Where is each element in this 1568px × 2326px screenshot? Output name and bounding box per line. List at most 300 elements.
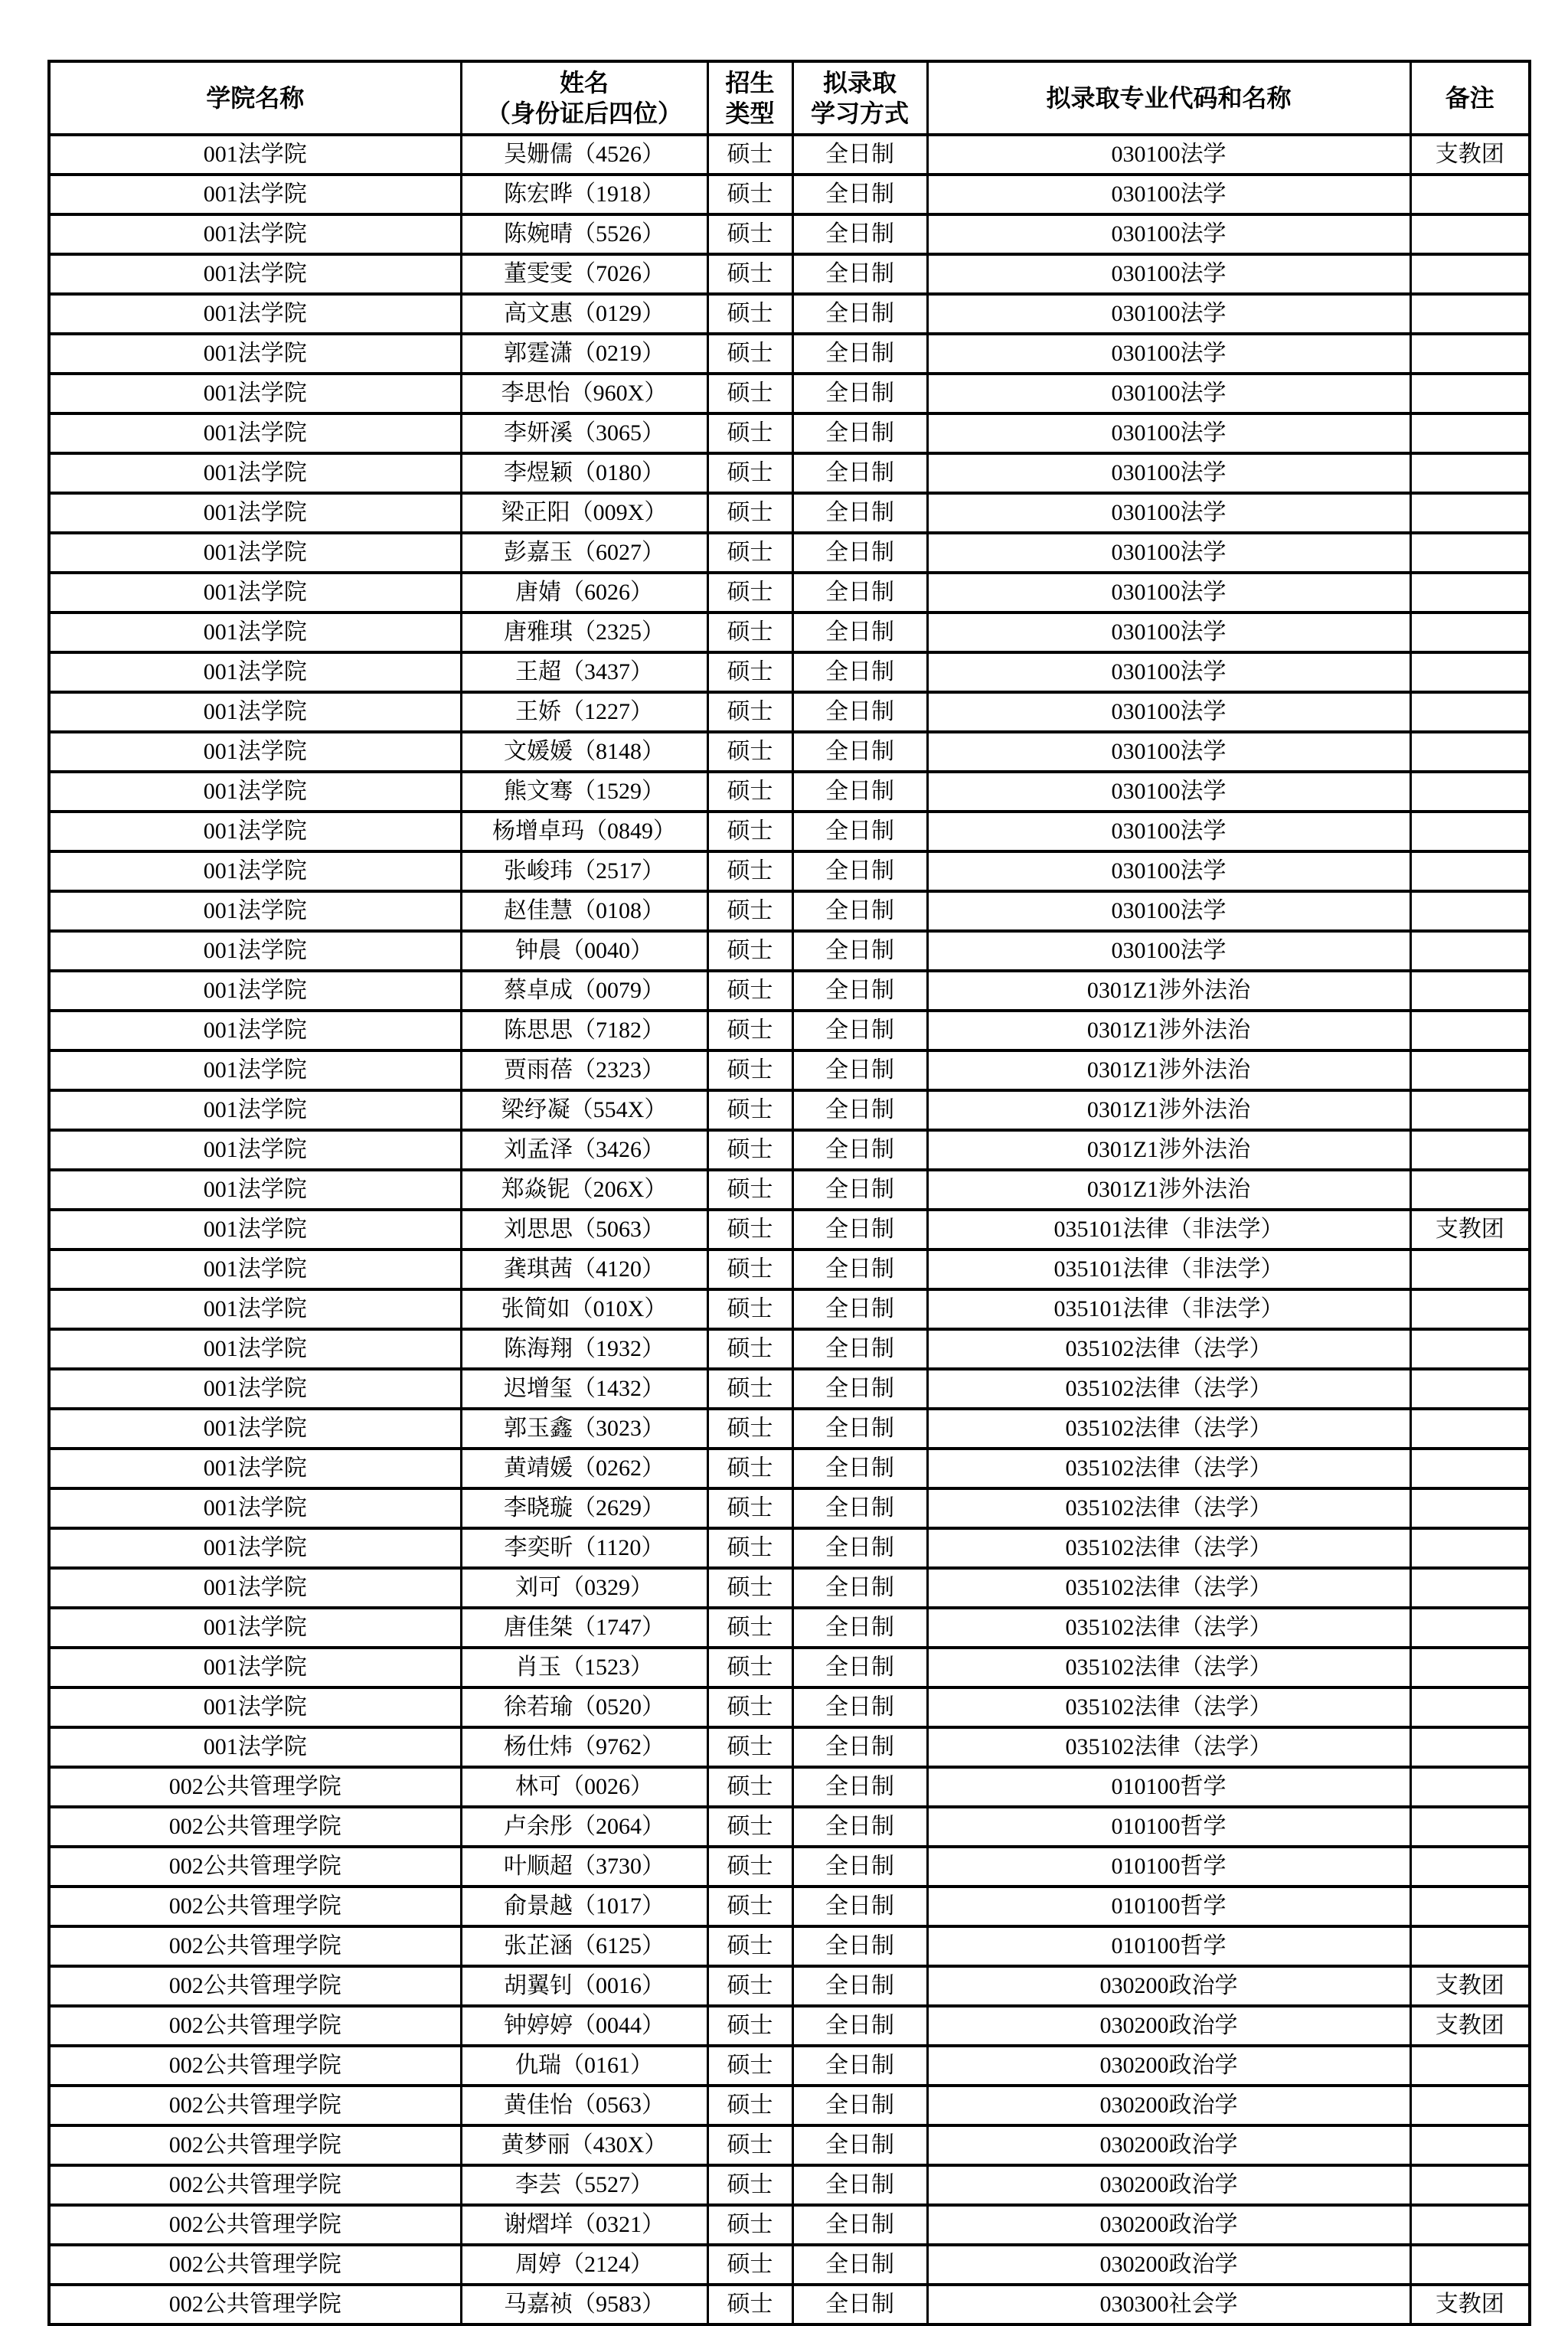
table-row: [49, 1568, 1530, 1608]
table-row: [49, 453, 1530, 493]
cell-note: [1410, 493, 1530, 533]
cell-note: [1410, 971, 1530, 1011]
cell-mode: 全日制: [792, 812, 927, 851]
table-row: [49, 1608, 1530, 1648]
cell-major: 030100法学: [927, 931, 1410, 971]
table-row: [49, 135, 1530, 175]
cell-name: 李奕昕（1120）: [461, 1528, 707, 1568]
cell-note: [1410, 533, 1530, 573]
cell-type: 硕士: [707, 732, 792, 772]
cell-mode: 全日制: [792, 1648, 927, 1687]
cell-name: 仇瑞（0161）: [461, 2046, 707, 2086]
cell-college: 001法学院: [49, 1210, 461, 1250]
table-row: [49, 2285, 1530, 2324]
cell-college: 001法学院: [49, 1050, 461, 1090]
cell-note: [1410, 453, 1530, 493]
cell-mode: 全日制: [792, 1926, 927, 1966]
cell-mode: 全日制: [792, 1090, 927, 1130]
cell-major: 035102法律（法学）: [927, 1608, 1410, 1648]
cell-mode: 全日制: [792, 2245, 927, 2285]
cell-type: 硕士: [707, 2285, 792, 2324]
cell-note: [1410, 1608, 1530, 1648]
cell-major: 030100法学: [927, 812, 1410, 851]
cell-type: 硕士: [707, 214, 792, 254]
table-row: [49, 891, 1530, 931]
cell-mode: 全日制: [792, 2205, 927, 2245]
cell-name: 刘孟泽（3426）: [461, 1130, 707, 1170]
table-row: [49, 1807, 1530, 1847]
cell-major: 0301Z1涉外法治: [927, 1090, 1410, 1130]
cell-major: 030200政治学: [927, 2046, 1410, 2086]
cell-name: 叶顺超（3730）: [461, 1847, 707, 1887]
cell-college: 001法学院: [49, 374, 461, 413]
cell-college: 001法学院: [49, 214, 461, 254]
cell-college: 001法学院: [49, 1369, 461, 1409]
cell-note: [1410, 175, 1530, 214]
cell-name: 唐佳桀（1747）: [461, 1608, 707, 1648]
cell-name: 李妍溪（3065）: [461, 413, 707, 453]
cell-note: [1410, 2046, 1530, 2086]
cell-note: [1410, 1170, 1530, 1210]
cell-type: 硕士: [707, 1648, 792, 1687]
cell-name: 黄梦丽（430X）: [461, 2125, 707, 2165]
cell-mode: 全日制: [792, 2006, 927, 2046]
cell-mode: 全日制: [792, 175, 927, 214]
cell-note: [1410, 1329, 1530, 1369]
cell-major: 030100法学: [927, 135, 1410, 175]
cell-type: 硕士: [707, 2086, 792, 2125]
cell-mode: 全日制: [792, 1727, 927, 1767]
cell-college: 002公共管理学院: [49, 2046, 461, 2086]
cell-name: 高文惠（0129）: [461, 294, 707, 334]
cell-major: 030100法学: [927, 214, 1410, 254]
cell-note: [1410, 851, 1530, 891]
cell-mode: 全日制: [792, 1130, 927, 1170]
cell-major: 030100法学: [927, 692, 1410, 732]
table-row: [49, 1727, 1530, 1767]
cell-name: 谢熠垟（0321）: [461, 2205, 707, 2245]
cell-college: 002公共管理学院: [49, 2125, 461, 2165]
cell-type: 硕士: [707, 1130, 792, 1170]
cell-college: 001法学院: [49, 1568, 461, 1608]
cell-name: 彭嘉玉（6027）: [461, 533, 707, 573]
cell-mode: 全日制: [792, 1847, 927, 1887]
cell-note: [1410, 214, 1530, 254]
table-row: [49, 1329, 1530, 1369]
table-row: [49, 1050, 1530, 1090]
cell-name: 梁正阳（009X）: [461, 493, 707, 533]
cell-major: 030100法学: [927, 254, 1410, 294]
cell-note: [1410, 1648, 1530, 1687]
cell-major: 030200政治学: [927, 2006, 1410, 2046]
cell-name: 陈思思（7182）: [461, 1011, 707, 1050]
table-row: [49, 812, 1530, 851]
table-row: [49, 1250, 1530, 1289]
cell-note: [1410, 652, 1530, 692]
cell-mode: 全日制: [792, 1329, 927, 1369]
cell-name: 周婷（2124）: [461, 2245, 707, 2285]
cell-major: 030200政治学: [927, 2165, 1410, 2205]
table-row: [49, 1210, 1530, 1250]
cell-name: 贾雨蓓（2323）: [461, 1050, 707, 1090]
table-row: [49, 493, 1530, 533]
cell-type: 硕士: [707, 772, 792, 812]
cell-college: 002公共管理学院: [49, 2006, 461, 2046]
cell-mode: 全日制: [792, 891, 927, 931]
cell-college: 001法学院: [49, 573, 461, 613]
cell-type: 硕士: [707, 812, 792, 851]
cell-note: [1410, 334, 1530, 374]
cell-college: 001法学院: [49, 1608, 461, 1648]
cell-name: 赵佳慧（0108）: [461, 891, 707, 931]
cell-college: 001法学院: [49, 1329, 461, 1369]
cell-major: 0301Z1涉外法治: [927, 1050, 1410, 1090]
table-row: [49, 1090, 1530, 1130]
cell-note: [1410, 1767, 1530, 1807]
cell-major: 030100法学: [927, 175, 1410, 214]
cell-college: 001法学院: [49, 1648, 461, 1687]
cell-note: [1410, 294, 1530, 334]
cell-name: 胡翼钊（0016）: [461, 1966, 707, 2006]
column-header-mode: 拟录取 学习方式: [792, 61, 927, 135]
cell-note: [1410, 254, 1530, 294]
cell-mode: 全日制: [792, 334, 927, 374]
cell-note: [1410, 2205, 1530, 2245]
cell-major: 0301Z1涉外法治: [927, 1170, 1410, 1210]
cell-note: [1410, 1528, 1530, 1568]
table-row: [49, 573, 1530, 613]
cell-type: 硕士: [707, 692, 792, 732]
cell-note: [1410, 931, 1530, 971]
cell-note: [1410, 1011, 1530, 1050]
cell-major: 010100哲学: [927, 1807, 1410, 1847]
cell-note: [1410, 812, 1530, 851]
cell-major: 030200政治学: [927, 2205, 1410, 2245]
cell-college: 001法学院: [49, 254, 461, 294]
cell-mode: 全日制: [792, 374, 927, 413]
cell-college: 001法学院: [49, 135, 461, 175]
cell-mode: 全日制: [792, 1807, 927, 1847]
cell-mode: 全日制: [792, 1409, 927, 1449]
cell-mode: 全日制: [792, 1011, 927, 1050]
cell-type: 硕士: [707, 1329, 792, 1369]
cell-major: 035101法律（非法学）: [927, 1250, 1410, 1289]
cell-college: 001法学院: [49, 732, 461, 772]
cell-name: 马嘉祯（9583）: [461, 2285, 707, 2324]
table-row: [49, 1528, 1530, 1568]
cell-note: [1410, 374, 1530, 413]
table-row: [49, 851, 1530, 891]
cell-mode: 全日制: [792, 1369, 927, 1409]
cell-name: 唐雅琪（2325）: [461, 613, 707, 652]
table-row: [49, 613, 1530, 652]
cell-note: [1410, 1887, 1530, 1926]
table-row: [49, 1289, 1530, 1329]
cell-note: [1410, 1289, 1530, 1329]
cell-name: 林可（0026）: [461, 1767, 707, 1807]
cell-college: 001法学院: [49, 1449, 461, 1488]
cell-college: 001法学院: [49, 1250, 461, 1289]
cell-mode: 全日制: [792, 1966, 927, 2006]
table-row: [49, 1449, 1530, 1488]
cell-mode: 全日制: [792, 1528, 927, 1568]
cell-college: 001法学院: [49, 851, 461, 891]
cell-note: [1410, 1449, 1530, 1488]
cell-type: 硕士: [707, 1289, 792, 1329]
cell-college: 002公共管理学院: [49, 2165, 461, 2205]
table-row: [49, 374, 1530, 413]
cell-mode: 全日制: [792, 573, 927, 613]
cell-major: 030100法学: [927, 613, 1410, 652]
cell-mode: 全日制: [792, 1608, 927, 1648]
cell-mode: 全日制: [792, 1170, 927, 1210]
cell-type: 硕士: [707, 1210, 792, 1250]
cell-note: [1410, 772, 1530, 812]
cell-note: [1410, 413, 1530, 453]
cell-name: 卢余彤（2064）: [461, 1807, 707, 1847]
column-header-type: 招生 类型: [707, 61, 792, 135]
cell-major: 035102法律（法学）: [927, 1568, 1410, 1608]
column-header-note: 备注: [1410, 61, 1530, 135]
cell-type: 硕士: [707, 175, 792, 214]
cell-type: 硕士: [707, 1409, 792, 1449]
table-row: [49, 652, 1530, 692]
cell-type: 硕士: [707, 1090, 792, 1130]
table-row: [49, 294, 1530, 334]
cell-college: 002公共管理学院: [49, 2245, 461, 2285]
table-row: [49, 1926, 1530, 1966]
cell-name: 杨仕炜（9762）: [461, 1727, 707, 1767]
cell-mode: 全日制: [792, 613, 927, 652]
cell-college: 001法学院: [49, 1528, 461, 1568]
cell-major: 030100法学: [927, 652, 1410, 692]
cell-mode: 全日制: [792, 1767, 927, 1807]
cell-type: 硕士: [707, 1488, 792, 1528]
cell-name: 张芷涵（6125）: [461, 1926, 707, 1966]
cell-college: 001法学院: [49, 1409, 461, 1449]
cell-college: 001法学院: [49, 772, 461, 812]
cell-major: 0301Z1涉外法治: [927, 971, 1410, 1011]
cell-mode: 全日制: [792, 1289, 927, 1329]
cell-mode: 全日制: [792, 1210, 927, 1250]
cell-name: 王娇（1227）: [461, 692, 707, 732]
cell-type: 硕士: [707, 1170, 792, 1210]
cell-name: 钟晨（0040）: [461, 931, 707, 971]
cell-mode: 全日制: [792, 692, 927, 732]
table-row: [49, 772, 1530, 812]
cell-college: 001法学院: [49, 533, 461, 573]
cell-name: 李思怡（960X）: [461, 374, 707, 413]
table-row: [49, 254, 1530, 294]
table-row: [49, 1767, 1530, 1807]
cell-name: 郑焱铌（206X）: [461, 1170, 707, 1210]
cell-type: 硕士: [707, 493, 792, 533]
cell-mode: 全日制: [792, 652, 927, 692]
cell-name: 刘可（0329）: [461, 1568, 707, 1608]
cell-major: 035102法律（法学）: [927, 1528, 1410, 1568]
table-row: [49, 1887, 1530, 1926]
cell-note: [1410, 1568, 1530, 1608]
table-row: [49, 2245, 1530, 2285]
cell-type: 硕士: [707, 1887, 792, 1926]
cell-college: 002公共管理学院: [49, 1926, 461, 1966]
cell-type: 硕士: [707, 413, 792, 453]
table-row: [49, 2086, 1530, 2125]
cell-mode: 全日制: [792, 851, 927, 891]
cell-major: 030200政治学: [927, 2125, 1410, 2165]
cell-type: 硕士: [707, 1966, 792, 2006]
cell-college: 002公共管理学院: [49, 1847, 461, 1887]
table-row: [49, 214, 1530, 254]
cell-major: 010100哲学: [927, 1847, 1410, 1887]
cell-mode: 全日制: [792, 1568, 927, 1608]
cell-name: 陈婉晴（5526）: [461, 214, 707, 254]
cell-major: 035101法律（非法学）: [927, 1289, 1410, 1329]
cell-college: 002公共管理学院: [49, 1966, 461, 2006]
table-row: [49, 1488, 1530, 1528]
cell-name: 钟婷婷（0044）: [461, 2006, 707, 2046]
cell-college: 002公共管理学院: [49, 2285, 461, 2324]
cell-note: [1410, 692, 1530, 732]
cell-name: 王超（3437）: [461, 652, 707, 692]
cell-major: 030100法学: [927, 851, 1410, 891]
cell-note: 支教团: [1410, 1966, 1530, 2006]
cell-name: 吴姗儒（4526）: [461, 135, 707, 175]
cell-mode: 全日制: [792, 493, 927, 533]
cell-mode: 全日制: [792, 772, 927, 812]
cell-name: 黄佳怡（0563）: [461, 2086, 707, 2125]
cell-mode: 全日制: [792, 294, 927, 334]
cell-name: 俞景越（1017）: [461, 1887, 707, 1926]
table-row: [49, 1847, 1530, 1887]
cell-major: 030200政治学: [927, 2086, 1410, 2125]
cell-type: 硕士: [707, 294, 792, 334]
cell-type: 硕士: [707, 2125, 792, 2165]
cell-type: 硕士: [707, 1250, 792, 1289]
column-header-college: 学院名称: [49, 61, 461, 135]
cell-note: [1410, 732, 1530, 772]
cell-college: 001法学院: [49, 294, 461, 334]
cell-major: 030200政治学: [927, 1966, 1410, 2006]
cell-college: 001法学院: [49, 453, 461, 493]
table-row: [49, 2165, 1530, 2205]
cell-college: 001法学院: [49, 1289, 461, 1329]
cell-note: [1410, 2125, 1530, 2165]
cell-college: 002公共管理学院: [49, 2086, 461, 2125]
cell-type: 硕士: [707, 613, 792, 652]
cell-college: 002公共管理学院: [49, 1807, 461, 1847]
table-row: [49, 2046, 1530, 2086]
cell-type: 硕士: [707, 1807, 792, 1847]
cell-note: [1410, 2086, 1530, 2125]
cell-major: 035102法律（法学）: [927, 1727, 1410, 1767]
cell-type: 硕士: [707, 652, 792, 692]
table-row: [49, 2205, 1530, 2245]
cell-college: 001法学院: [49, 971, 461, 1011]
cell-major: 035102法律（法学）: [927, 1409, 1410, 1449]
cell-mode: 全日制: [792, 2125, 927, 2165]
cell-type: 硕士: [707, 2165, 792, 2205]
cell-major: 030300社会学: [927, 2285, 1410, 2324]
cell-name: 董雯雯（7026）: [461, 254, 707, 294]
cell-note: 支教团: [1410, 1210, 1530, 1250]
cell-type: 硕士: [707, 1568, 792, 1608]
cell-type: 硕士: [707, 1767, 792, 1807]
table-row: [49, 692, 1530, 732]
cell-name: 杨增卓玛（0849）: [461, 812, 707, 851]
cell-mode: 全日制: [792, 1488, 927, 1528]
cell-name: 肖玉（1523）: [461, 1648, 707, 1687]
cell-type: 硕士: [707, 254, 792, 294]
cell-type: 硕士: [707, 533, 792, 573]
cell-college: 001法学院: [49, 613, 461, 652]
cell-type: 硕士: [707, 1528, 792, 1568]
cell-major: 030100法学: [927, 334, 1410, 374]
cell-major: 035102法律（法学）: [927, 1329, 1410, 1369]
cell-note: 支教团: [1410, 135, 1530, 175]
cell-major: 0301Z1涉外法治: [927, 1130, 1410, 1170]
column-header-major: 拟录取专业代码和名称: [927, 61, 1410, 135]
cell-name: 陈海翔（1932）: [461, 1329, 707, 1369]
cell-college: 001法学院: [49, 1488, 461, 1528]
cell-college: 001法学院: [49, 334, 461, 374]
table-row: [49, 971, 1530, 1011]
cell-note: [1410, 1090, 1530, 1130]
cell-type: 硕士: [707, 971, 792, 1011]
cell-college: 001法学院: [49, 812, 461, 851]
cell-name: 张峻玮（2517）: [461, 851, 707, 891]
table-row: [49, 413, 1530, 453]
cell-name: 黄靖媛（0262）: [461, 1449, 707, 1488]
cell-college: 001法学院: [49, 891, 461, 931]
cell-college: 001法学院: [49, 413, 461, 453]
cell-type: 硕士: [707, 1926, 792, 1966]
table-header-row: [49, 61, 1530, 135]
cell-type: 硕士: [707, 1687, 792, 1727]
table-row: [49, 334, 1530, 374]
cell-major: 010100哲学: [927, 1926, 1410, 1966]
cell-name: 李芸（5527）: [461, 2165, 707, 2205]
cell-name: 陈宏晔（1918）: [461, 175, 707, 214]
table-row: [49, 1170, 1530, 1210]
cell-name: 迟增玺（1432）: [461, 1369, 707, 1409]
table-row: [49, 1011, 1530, 1050]
cell-name: 唐婧（6026）: [461, 573, 707, 613]
cell-note: [1410, 1050, 1530, 1090]
cell-note: [1410, 1409, 1530, 1449]
table-row: [49, 1130, 1530, 1170]
cell-type: 硕士: [707, 1847, 792, 1887]
cell-name: 郭玉鑫（3023）: [461, 1409, 707, 1449]
cell-mode: 全日制: [792, 533, 927, 573]
cell-college: 001法学院: [49, 1687, 461, 1727]
cell-note: [1410, 1926, 1530, 1966]
cell-note: [1410, 573, 1530, 613]
cell-major: 030200政治学: [927, 2245, 1410, 2285]
cell-major: 010100哲学: [927, 1887, 1410, 1926]
cell-major: 030100法学: [927, 374, 1410, 413]
cell-name: 刘思思（5063）: [461, 1210, 707, 1250]
cell-major: 030100法学: [927, 294, 1410, 334]
cell-type: 硕士: [707, 1011, 792, 1050]
cell-type: 硕士: [707, 1608, 792, 1648]
cell-name: 蔡卓成（0079）: [461, 971, 707, 1011]
cell-name: 文媛媛（8148）: [461, 732, 707, 772]
cell-major: 030100法学: [927, 413, 1410, 453]
cell-type: 硕士: [707, 1449, 792, 1488]
table-row: [49, 1409, 1530, 1449]
table-row: [49, 1966, 1530, 2006]
